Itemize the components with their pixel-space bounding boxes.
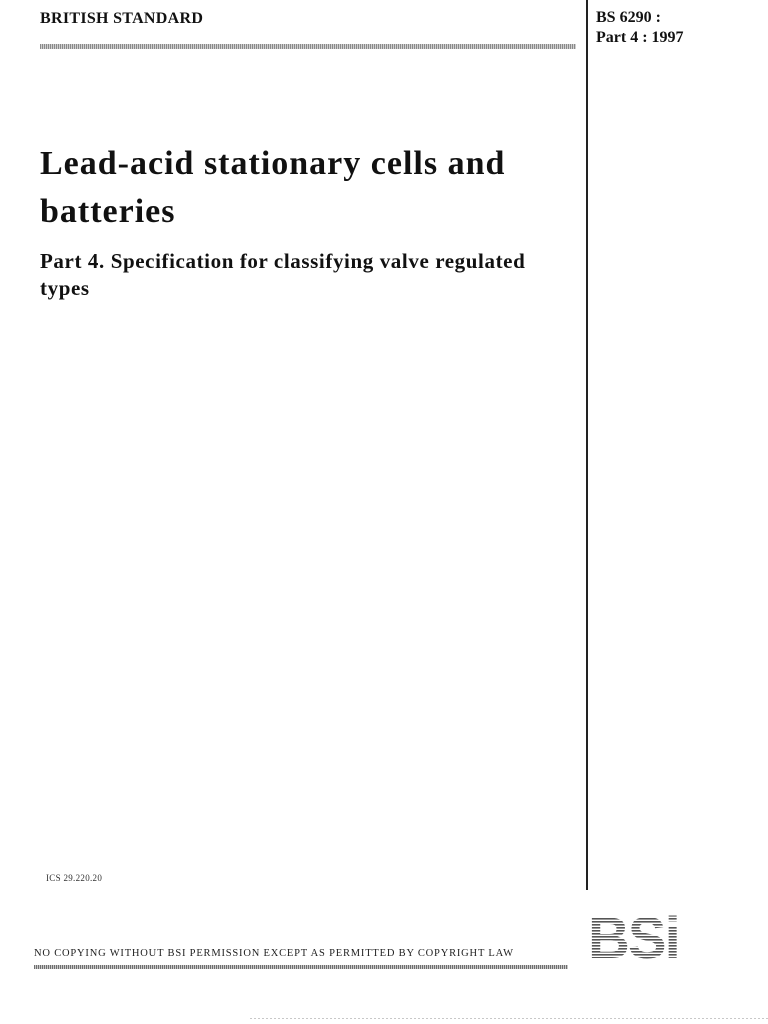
series-label: BRITISH STANDARD <box>40 10 204 27</box>
svg-text:BSi: BSi <box>588 906 679 966</box>
page-edge-rule <box>250 1018 768 1019</box>
document-subtitle: Part 4. Specification for classifying valve regulated types <box>40 249 526 300</box>
bsi-logo-icon <box>586 906 742 966</box>
ics-code: ICS 29.220.20 <box>46 873 103 883</box>
copyright-notice: NO COPYING WITHOUT BSI PERMISSION EXCEPT AS PERMITTED BY COPYRIGHT LAW <box>34 948 514 959</box>
standard-number <box>596 8 684 48</box>
document-title: Lead-acid stationary cells and batteries <box>40 145 506 230</box>
footer-rule <box>34 965 568 969</box>
vertical-divider <box>586 0 588 890</box>
standard-number-line-1: BS 6290 : <box>596 9 661 26</box>
header-rule <box>40 44 576 49</box>
standard-number-line-2: Part 4 : 1997 <box>596 29 684 46</box>
